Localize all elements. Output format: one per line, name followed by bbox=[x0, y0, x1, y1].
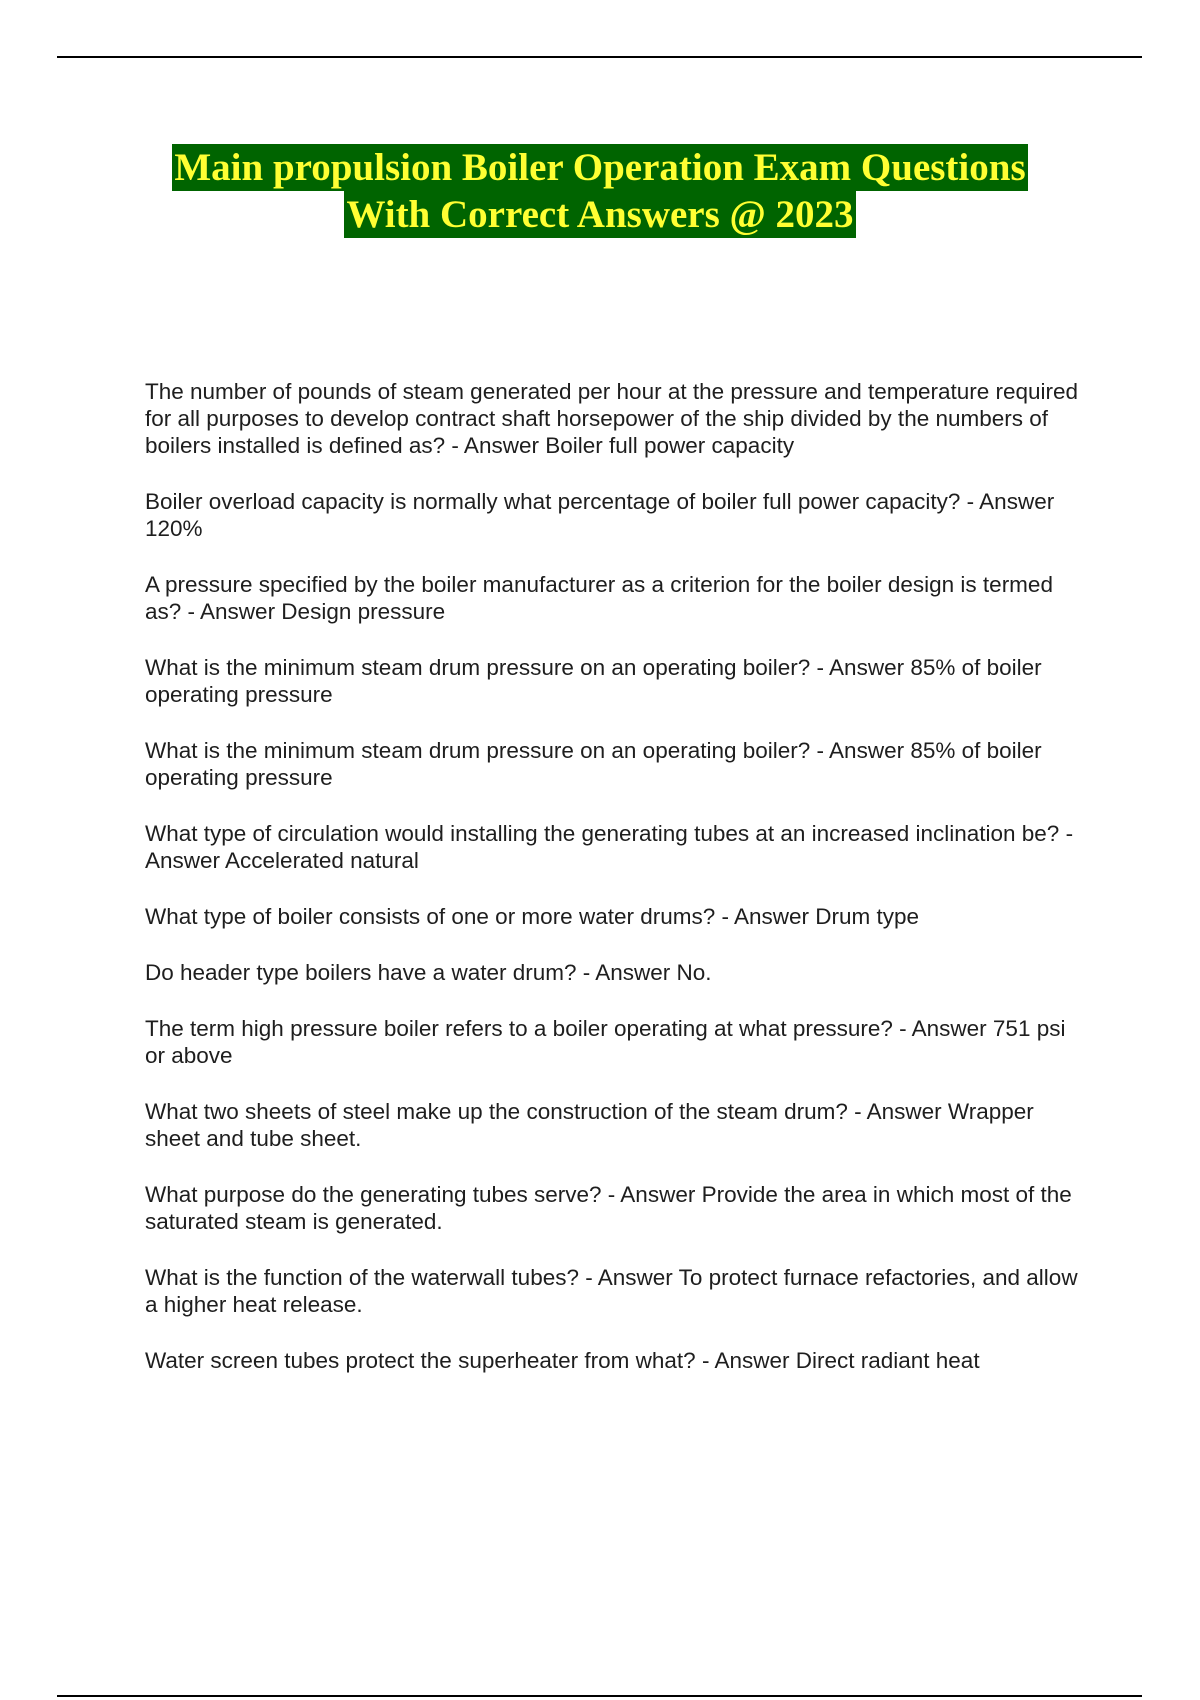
title-line-2: With Correct Answers @ 2023 bbox=[346, 193, 854, 236]
qa-item: A pressure specified by the boiler manufacturer as a criterion for the boiler design is termed as? - Answer Design pressure bbox=[145, 572, 1053, 624]
title-line-1: Main propulsion Boiler Operation Exam Questions bbox=[174, 146, 1026, 189]
qa-item: What type of boiler consists of one or more water drums? - Answer Drum type bbox=[145, 904, 920, 929]
qa-item: Do header type boilers have a water drum? - Answer No. bbox=[145, 960, 712, 985]
qa-item: Water screen tubes protect the superheater from what? - Answer Direct radiant heat bbox=[145, 1348, 980, 1373]
qa-item: The term high pressure boiler refers to a boiler operating at what pressure? - Answer 751 psi or above bbox=[145, 1016, 1066, 1068]
qa-item: What type of circulation would installing the generating tubes at an increased inclination be? - Answer Accelerated natural bbox=[145, 821, 1074, 873]
qa-item: What two sheets of steel make up the construction of the steam drum? - Answer Wrapper sheet and tube sheet. bbox=[145, 1099, 1034, 1151]
bottom-divider bbox=[57, 1695, 1142, 1697]
qa-item: Boiler overload capacity is normally what percentage of boiler full power capacity? - Answer 120% bbox=[145, 489, 1055, 541]
question-answer-list bbox=[145, 378, 1090, 1403]
qa-item: What is the function of the waterwall tubes? - Answer To protect furnace refactories, and allow a higher heat release. bbox=[145, 1265, 1078, 1317]
qa-item: What is the minimum steam drum pressure on an operating boiler? - Answer 85% of boiler operating pressure bbox=[145, 655, 1042, 707]
top-divider bbox=[57, 56, 1142, 58]
qa-item: The number of pounds of steam generated per hour at the pressure and temperature required for all purposes to develop contract shaft horsepower of the ship divided by the numbers of boilers installed is defined as? - Answer Boiler full power capacity bbox=[145, 379, 1079, 458]
qa-item: What purpose do the generating tubes serve? - Answer Provide the area in which most of the saturated steam is generated. bbox=[145, 1182, 1072, 1234]
qa-item: What is the minimum steam drum pressure on an operating boiler? - Answer 85% of boiler operating pressure bbox=[145, 738, 1042, 790]
document-title bbox=[0, 144, 1200, 238]
